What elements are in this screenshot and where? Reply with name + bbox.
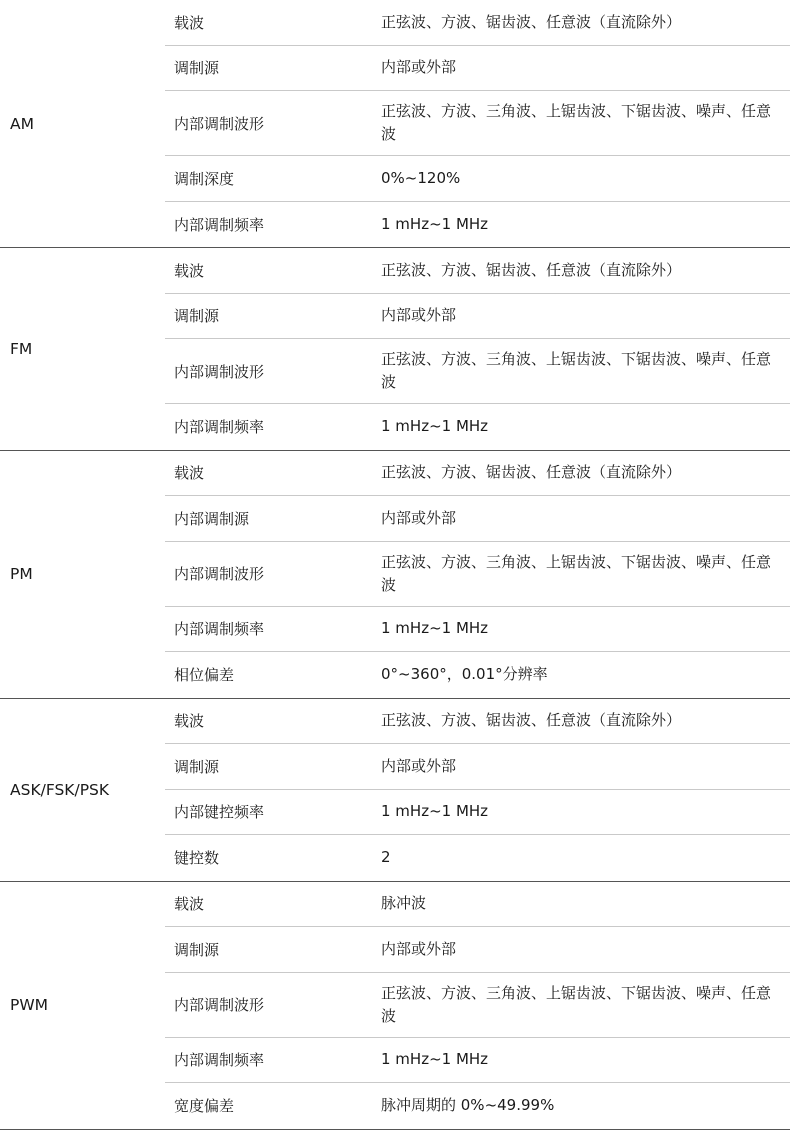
- spec-key: 内部调制波形: [174, 362, 265, 381]
- spec-row: [165, 46, 790, 92]
- spec-value: 1 mHz~1 MHz: [381, 214, 489, 233]
- spec-row: [165, 496, 790, 542]
- spec-value: 内部或外部: [381, 939, 457, 958]
- spec-value: 1 mHz~1 MHz: [381, 619, 489, 638]
- group-title: PM: [10, 565, 33, 583]
- spec-row: [165, 248, 790, 294]
- spec-row: [165, 652, 790, 698]
- spec-key: 内部调制波形: [174, 565, 265, 583]
- spec-group-fm: [0, 248, 790, 451]
- spec-key: 调制源: [174, 59, 220, 78]
- spec-group-am: [0, 0, 790, 248]
- spec-row: [165, 927, 790, 973]
- spec-value: 0%~120%: [381, 168, 461, 187]
- spec-key: 调制深度: [174, 169, 235, 188]
- spec-row: [165, 339, 790, 404]
- spec-key: 内部调制波形: [174, 996, 265, 1014]
- spec-value: 内部或外部: [381, 508, 457, 527]
- spec-row: [165, 202, 790, 248]
- spec-key: 内部调制频率: [174, 418, 265, 437]
- spec-group-ask-fsk-psk: [0, 699, 790, 882]
- spec-value: 内部或外部: [381, 58, 457, 77]
- spec-value: 脉冲波: [381, 894, 427, 913]
- spec-value: 1 mHz~1 MHz: [381, 417, 489, 436]
- spec-key: 内部调制源: [174, 509, 250, 528]
- spec-key: 载波: [174, 464, 205, 483]
- spec-row: [165, 0, 790, 46]
- spec-key: 宽度偏差: [174, 1097, 235, 1116]
- spec-key: 内部调制波形: [174, 114, 265, 133]
- spec-value: 脉冲周期的 0%~49.99%: [381, 1096, 555, 1115]
- spec-value: 正弦波、方波、三角波、上锯齿波、下锯齿波、噪声、任意波: [381, 552, 772, 594]
- spec-value: 正弦波、方波、锯齿波、任意波（直流除外）: [381, 12, 682, 31]
- spec-value: 正弦波、方波、锯齿波、任意波（直流除外）: [381, 463, 682, 482]
- spec-group-pwm: [0, 882, 790, 1130]
- spec-value: 正弦波、方波、锯齿波、任意波（直流除外）: [381, 711, 682, 730]
- spec-value: 正弦波、方波、三角波、上锯齿波、下锯齿波、噪声、任意波: [381, 983, 772, 1025]
- spec-key: 内部调制频率: [174, 1051, 265, 1070]
- spec-value: 正弦波、方波、锯齿波、任意波（直流除外）: [381, 260, 682, 279]
- spec-value: 0°~360°，0.01°分辨率: [381, 665, 548, 684]
- spec-key: 调制源: [174, 757, 220, 776]
- spec-row: [165, 294, 790, 340]
- group-title: ASK/FSK/PSK: [10, 780, 110, 799]
- spec-row: [165, 882, 790, 928]
- spec-key: 载波: [174, 261, 205, 280]
- spec-key: 内部调制频率: [174, 215, 265, 234]
- spec-key: 载波: [174, 13, 205, 32]
- group-title: AM: [10, 114, 34, 133]
- spec-key: 内部键控频率: [174, 803, 265, 822]
- spec-key: 调制源: [174, 940, 220, 959]
- spec-key: 载波: [174, 895, 205, 914]
- spec-row: [165, 542, 790, 607]
- spec-value: 内部或外部: [381, 306, 457, 325]
- spec-key: 载波: [174, 712, 205, 731]
- spec-key: 调制源: [174, 307, 220, 326]
- spec-key: 键控数: [174, 849, 220, 868]
- group-title: PWM: [10, 996, 49, 1014]
- spec-key: 相位偏差: [174, 666, 235, 685]
- spec-row: [165, 973, 790, 1038]
- spec-row: [165, 1038, 790, 1084]
- spec-row: [165, 835, 790, 881]
- spec-value: 1 mHz~1 MHz: [381, 1050, 489, 1069]
- spec-group-pm: [0, 451, 790, 699]
- spec-row: [165, 156, 790, 202]
- spec-value: 内部或外部: [381, 756, 457, 775]
- spec-row: [165, 1083, 790, 1129]
- spec-row: [165, 91, 790, 156]
- spec-row: [165, 790, 790, 836]
- spec-value: 正弦波、方波、三角波、上锯齿波、下锯齿波、噪声、任意波: [381, 350, 772, 391]
- spec-key: 内部调制频率: [174, 620, 265, 639]
- spec-value: 1 mHz~1 MHz: [381, 802, 489, 821]
- spec-row: [165, 744, 790, 790]
- spec-value: 2: [381, 848, 391, 867]
- spec-row: [165, 451, 790, 497]
- spec-row: [165, 699, 790, 745]
- spec-row: [165, 404, 790, 450]
- group-title: FM: [10, 339, 33, 358]
- spec-value: 正弦波、方波、三角波、上锯齿波、下锯齿波、噪声、任意波: [381, 102, 772, 143]
- spec-row: [165, 607, 790, 653]
